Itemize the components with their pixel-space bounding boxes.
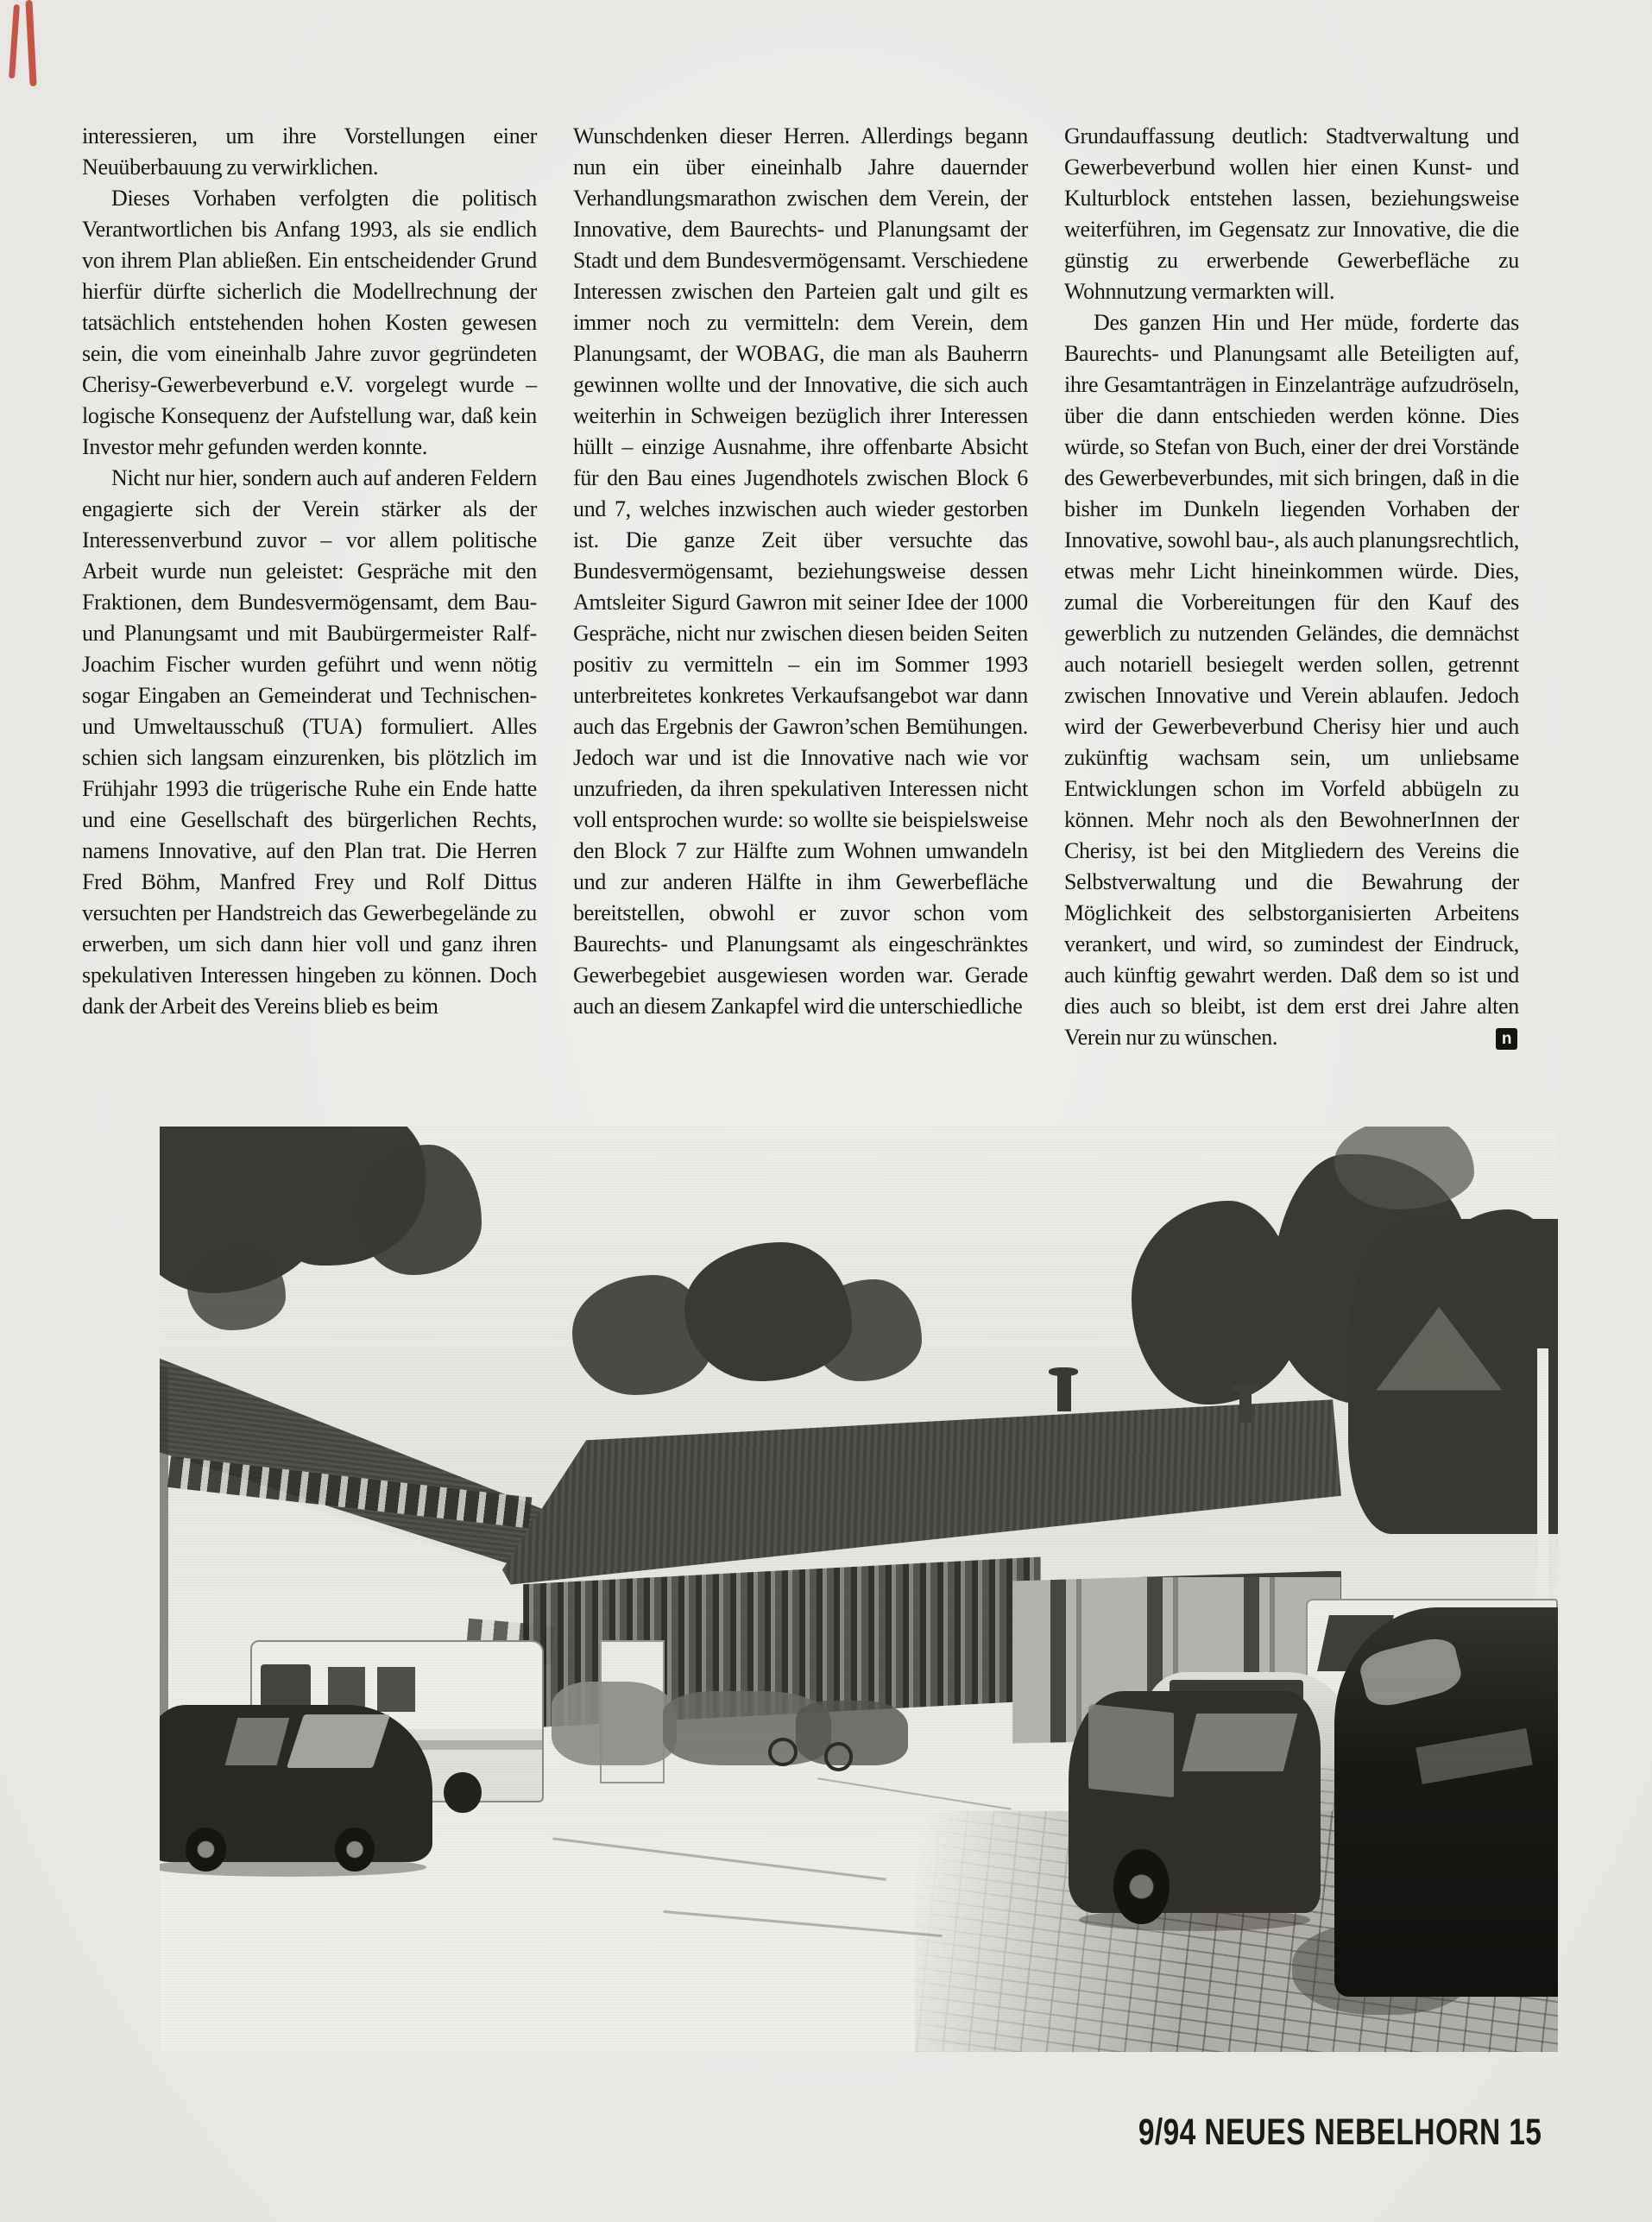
paragraph: Dieses Vorhaben verfolgten die politisch Verantwortlichen bis Anfang 1993, als sie endlich von ihrem Plan abließen. Ein entscheidender Grund hierfür dürfte sicherlich die Modellrechnung der tatsächlich entstehenden hohen Kosten gewesen sein, die vom eineinhalb Jahre zuvor gegründeten Cherisy-Gewerbeverbund e.V. vorgelegt wurde – logische Konsequenz der Aufstellung war, daß kein Investor mehr gefunden werden konnte. [82, 186, 537, 459]
paragraph: Des ganzen Hin und Her müde, forderte das Baurechts- und Planungsamt alle Beteiligten auf, ihre Gesamtanträgen in Einzelanträge aufzudröseln, über die dann entschieden werden könne. Dies würde, so Stefan von Buch, einer der drei Vorstände des Gewerbeverbundes, mit sich bringen, daß in die bisher im Dunkeln liegenden Vorhaben der Innovative, sowohl bau-, als auch planungsrechtlich, etwas mehr Licht hineinkommen würde. Dies, zumal die Vorbereitungen für den Kauf des gewerblich zu nutzenden Geländes, die demnächst auch notariell besiegelt werden sollen, getrennt zwischen Innovative und Verein ablaufen. Jedoch wird der Gewerbeverbund Cherisy hier und auch zukünftig wachsam sein, um unliebsame Entwicklungen schon im Vorfeld abbügeln zu können. Mehr noch als den BewohnerInnen der Cherisy, ist bei den Mitgliedern des Vereins die Selbstverwaltung und die Bewahrung der Möglichkeit des selbstorganisierten Arbeitens verankert, und wird, so zumindest der Eindruck, auch künftig gewahrt werden. Daß dem so ist und dies auch so bleibt, ist dem erst drei Jahre alten Verein nur zu wünschen. [1064, 310, 1519, 1050]
paragraph: Nicht nur hier, sondern auch auf anderen Feldern engagierte sich der Verein stärker als der Interessenverbund zuvor – vor allem politische Arbeit wurde nun geleistet: Gespräche mit den Fraktionen, dem Bundesvermögensamt, dem Bau- und Planungsamt und mit Baubürgermeister Ralf-Joachim Fischer wurden geführt und wenn nötig sogar Eingaben an Gemeinderat und Technischen- und Umweltausschuß (TUA) formuliert. Alles schien sich langsam einzurenken, bis plötzlich im Frühjahr 1993 die trügerische Ruhe ein Ende hatte und eine Gesellschaft des bürgerlichen Rechts, namens Innovative, auf den Plan trat. Die Herren Fred Böhm, Manfred Frey und Rolf Dittus versuchten per Handstreich das Gewerbegelände zu erwerben, um sich dann hier voll und ganz ihren spekulativen Interessen hingeben zu können. Doch dank der Arbeit des Vereins blieb es beim [82, 465, 537, 1019]
photo-grain-overlay [160, 1127, 1558, 2052]
text-column-2 [573, 121, 1028, 1022]
red-pen-stroke-2 [25, 0, 36, 86]
page-footer: 9/94 NEUES NEBELHORN 15 [1138, 2112, 1542, 2153]
red-pen-stroke-1 [9, 4, 20, 79]
paragraph: Wunschdenken dieser Herren. Allerdings begann nun ein über eineinhalb Jahre dauernder Verhandlungsmarathon zwischen dem Verein, der Innovative, dem Baurechts- und Planungsamt der Stadt und dem Bundesvermögensamt. Verschiedene Interessen zwischen den Parteien galt und gilt es immer noch zu vermitteln: dem Verein, dem Planungsamt, der WOBAG, die man als Bauherrn gewinnen wollte und der Innovative, die sich auch weiterhin in Schweigen bezüglich ihrer Interessen hüllt – einzige Ausnahme, ihre offenbarte Absicht für den Bau eines Jugendhotels zwischen Block 6 und 7, welches inzwischen auch wieder gestorben ist. Die ganze Zeit über versuchte das Bundesvermögensamt, beziehungsweise dessen Amtsleiter Sigurd Gawron mit seiner Idee der 1000 Gespräche, nicht nur zwischen diesen beiden Seiten positiv zu vermitteln – ein im Sommer 1993 unterbreitetes konkretes Verkaufsangebot war dann auch das Ergebnis der Gawron’schen Bemühungen. Jedoch war und ist die Innovative nach wie vor unzufrieden, da ihren spekulativen Interessen nicht voll entsprochen wurde: so wollte sie beispielsweise den Block 7 zur Hälfte zum Wohnen umwandeln und zur anderen Hälfte in ihm Gewerbefläche bereitstellen, obwohl er zuvor schon vom Baurechts- und Planungsamt als eingeschränktes Gewerbegebiet ausgewiesen worden war. Gerade auch an diesem Zankapfel wird die unterschiedliche [573, 123, 1028, 1019]
text-column-3 [1064, 121, 1519, 1053]
paragraph: interessieren, um ihre Vorstellungen einer Neuüberbauung zu verwirklichen. [82, 123, 537, 180]
end-of-article-mark: n [1496, 1028, 1517, 1050]
paragraph: Grundauffassung deutlich: Stadtverwaltung und Gewerbeverbund wollen hier einen Kunst- und Kulturblock entstehen lassen, beziehungsweise weiterführen, im Gegensatz zur Innovative, die die günstig zu erwerbende Gewerbefläche zu Wohnnutzung vermarkten will. [1064, 123, 1519, 304]
text-column-1 [82, 121, 537, 1022]
courtyard-parking-photo [160, 1127, 1558, 2052]
